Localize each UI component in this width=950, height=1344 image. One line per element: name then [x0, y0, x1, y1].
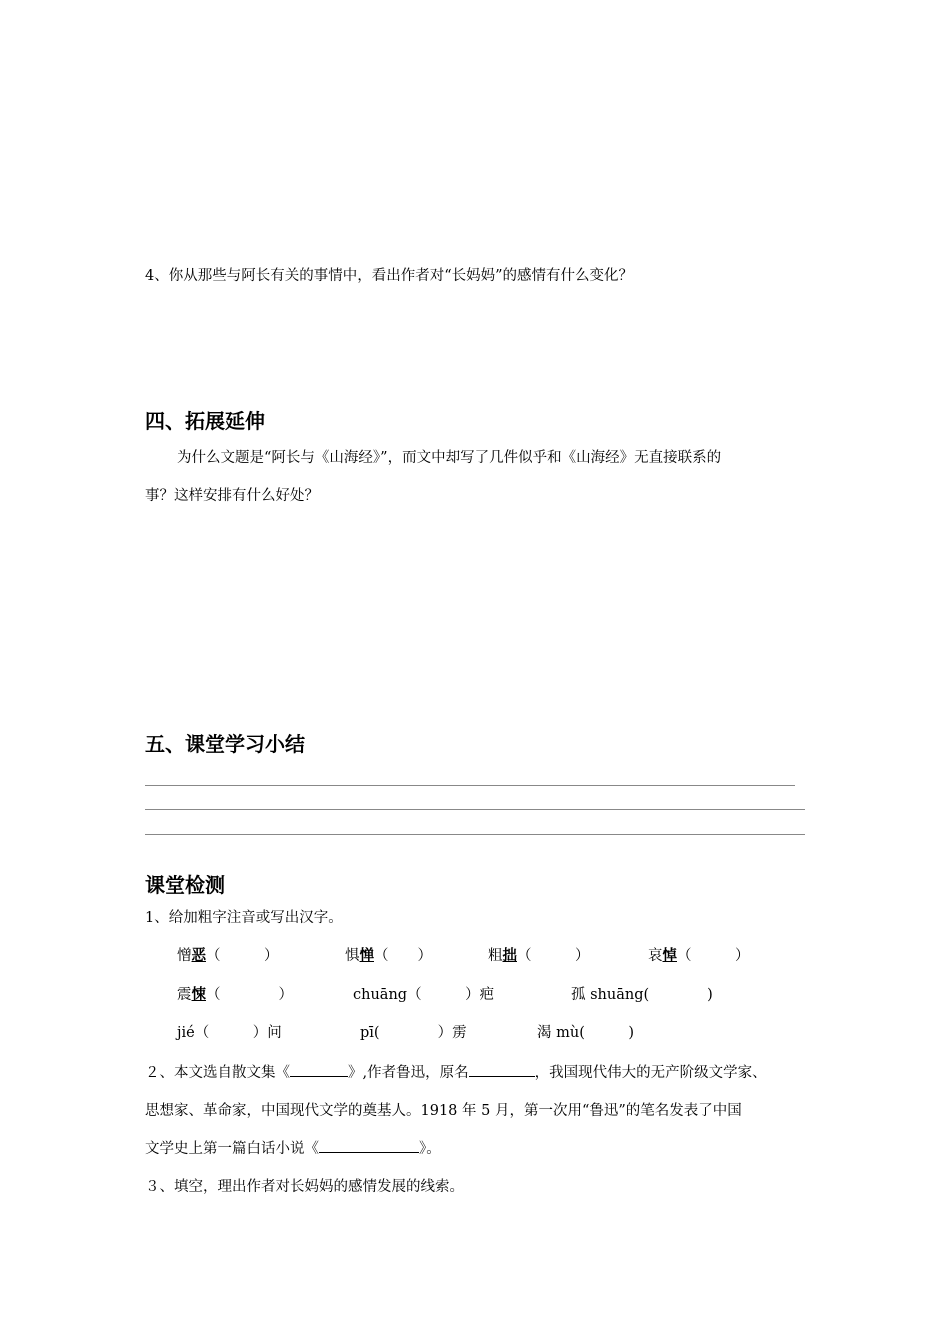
item-2-2: chuāng（ ）疤 — [353, 987, 495, 1003]
check-question-1: 1、给加粗字注音或写出汉字。 — [145, 910, 343, 926]
item-3-2: pī( ）雳 — [360, 1025, 467, 1041]
summary-line-1[interactable] — [145, 785, 795, 786]
item-3-3: 渴 mù( ) — [537, 1025, 635, 1041]
item-1-3: 粗拙（ ） — [488, 947, 590, 964]
item-2-3: 孤 shuāng( ) — [571, 987, 713, 1003]
question-4: 4、你从那些与阿长有关的事情中，看出作者对“长妈妈”的感情有什么变化？ — [145, 268, 634, 284]
blank-anthology[interactable] — [290, 1062, 348, 1077]
section-5-title: 五、课堂学习小结 — [145, 732, 305, 756]
item-3-1: jié（ ）问 — [177, 1025, 282, 1041]
pinyin-row-3 — [0, 1021, 950, 1041]
section-4-text-line2: 事？这样安排有什么好处？ — [145, 488, 319, 504]
bold-char: 悼 — [662, 947, 677, 964]
blank-novel-title[interactable] — [319, 1138, 419, 1153]
check-question-2-line2: 思想家、革命家，中国现代文学的奠基人。1918 年 5 月，第一次用“鲁迅”的笔名发表了中国 — [145, 1103, 742, 1119]
check-title: 课堂检测 — [145, 873, 225, 897]
check-question-2-line1: ２、本文选自散文集《 》,作者鲁迅，原名 ，我国现代伟大的无产阶级文学家、 — [145, 1061, 767, 1082]
blank-original-name[interactable] — [469, 1062, 535, 1077]
summary-line-3[interactable] — [145, 834, 805, 835]
section-4-title: 四、拓展延伸 — [145, 409, 265, 433]
item-2-1: 震悚（ ） — [177, 986, 293, 1003]
check-question-3: ３、填空，理出作者对长妈妈的感情发展的线索。 — [145, 1179, 464, 1195]
pinyin-row-1 — [0, 944, 950, 964]
section-4-text-line1: 为什么文题是“阿长与《山海经》”，而文中却写了几件似乎和《山海经》无直接联系的 — [177, 450, 722, 466]
item-1-2: 惧惮（ ） — [345, 947, 432, 964]
bold-char: 惮 — [359, 947, 374, 964]
item-1-4: 哀悼（ ） — [648, 947, 750, 964]
summary-line-2[interactable] — [145, 809, 805, 810]
item-1-1: 憎恶（ ） — [177, 947, 279, 964]
check-question-2-line3: 文学史上第一篇白话小说《 》。 — [145, 1137, 441, 1158]
pinyin-row-2 — [0, 983, 950, 1003]
bold-char: 拙 — [502, 947, 517, 964]
bold-char: 悚 — [191, 986, 206, 1003]
bold-char: 恶 — [191, 947, 206, 964]
